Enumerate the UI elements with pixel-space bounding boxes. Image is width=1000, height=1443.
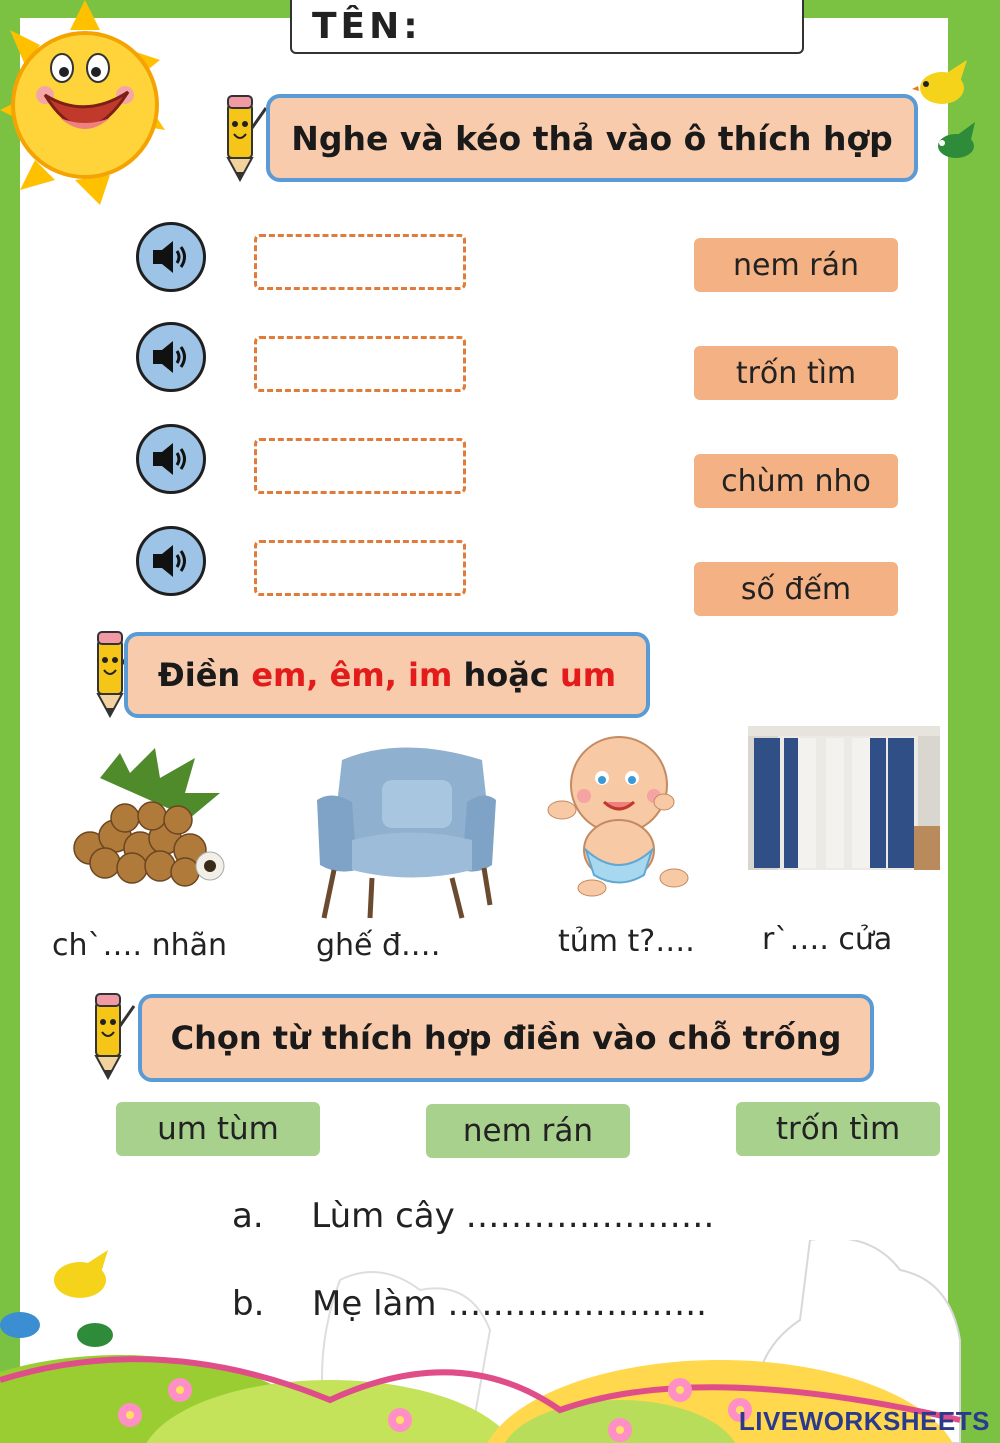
sun-icon <box>0 0 170 210</box>
longan-fruit-image <box>60 748 228 888</box>
sentence-text[interactable]: Lùm cây …………………. <box>311 1196 715 1236</box>
yellow-bird-icon <box>912 56 974 112</box>
curtain-image <box>748 726 940 870</box>
green-tile-2[interactable]: nem rán <box>426 1104 630 1158</box>
caption-3: tủm t?…. <box>558 924 695 959</box>
name-label: TÊN: <box>312 6 422 47</box>
drop-box-3[interactable] <box>254 438 466 494</box>
caption-1: ch`…. nhãn <box>52 928 228 963</box>
baby-image <box>544 730 694 900</box>
speaker-icon <box>151 239 191 275</box>
green-tile-1[interactable]: um tùm <box>116 1102 320 1156</box>
speaker-button-1[interactable] <box>136 222 206 292</box>
word-tile-2[interactable]: trốn tìm <box>694 346 898 400</box>
green-tile-3[interactable]: trốn tìm <box>736 1102 940 1156</box>
armchair-image <box>312 740 498 920</box>
drop-box-1[interactable] <box>254 234 466 290</box>
sentence-text[interactable]: Mẹ làm ………………….. <box>312 1284 707 1324</box>
green-bird-icon <box>930 118 982 170</box>
drop-box-4[interactable] <box>254 540 466 596</box>
frame-left <box>0 0 20 1443</box>
sentence-label: a. <box>232 1196 264 1236</box>
speaker-icon <box>151 339 191 375</box>
speaker-icon <box>151 543 191 579</box>
title-text: Điền <box>157 656 252 694</box>
caption-2: ghế đ.… <box>316 928 441 963</box>
title-highlight: um <box>559 656 617 694</box>
sentence-b <box>232 1284 707 1324</box>
speaker-button-3[interactable] <box>136 424 206 494</box>
speaker-button-4[interactable] <box>136 526 206 596</box>
sentence-label: b. <box>232 1284 265 1324</box>
speaker-icon <box>151 441 191 477</box>
word-tile-1[interactable]: nem rán <box>694 238 898 292</box>
speaker-button-2[interactable] <box>136 322 206 392</box>
section2-title <box>124 632 650 718</box>
section1-title: Nghe và kéo thả vào ô thích hợp <box>266 94 918 182</box>
pencil-mascot-icon <box>208 92 268 182</box>
drop-box-2[interactable] <box>254 336 466 392</box>
title-text: hoặc <box>452 656 560 694</box>
caption-4: r`…. cửa <box>762 922 893 957</box>
word-tile-4[interactable]: số đếm <box>694 562 898 616</box>
pencil-mascot-icon <box>76 990 136 1080</box>
section3-title: Chọn từ thích hợp điền vào chỗ trống <box>138 994 874 1082</box>
sentence-a <box>232 1196 714 1236</box>
frame-right <box>948 0 1000 1443</box>
title-highlight: em, êm, im <box>251 656 453 694</box>
word-tile-3[interactable]: chùm nho <box>694 454 898 508</box>
liveworksheets-logo: LIVEWORKSHEETS <box>738 1406 990 1436</box>
